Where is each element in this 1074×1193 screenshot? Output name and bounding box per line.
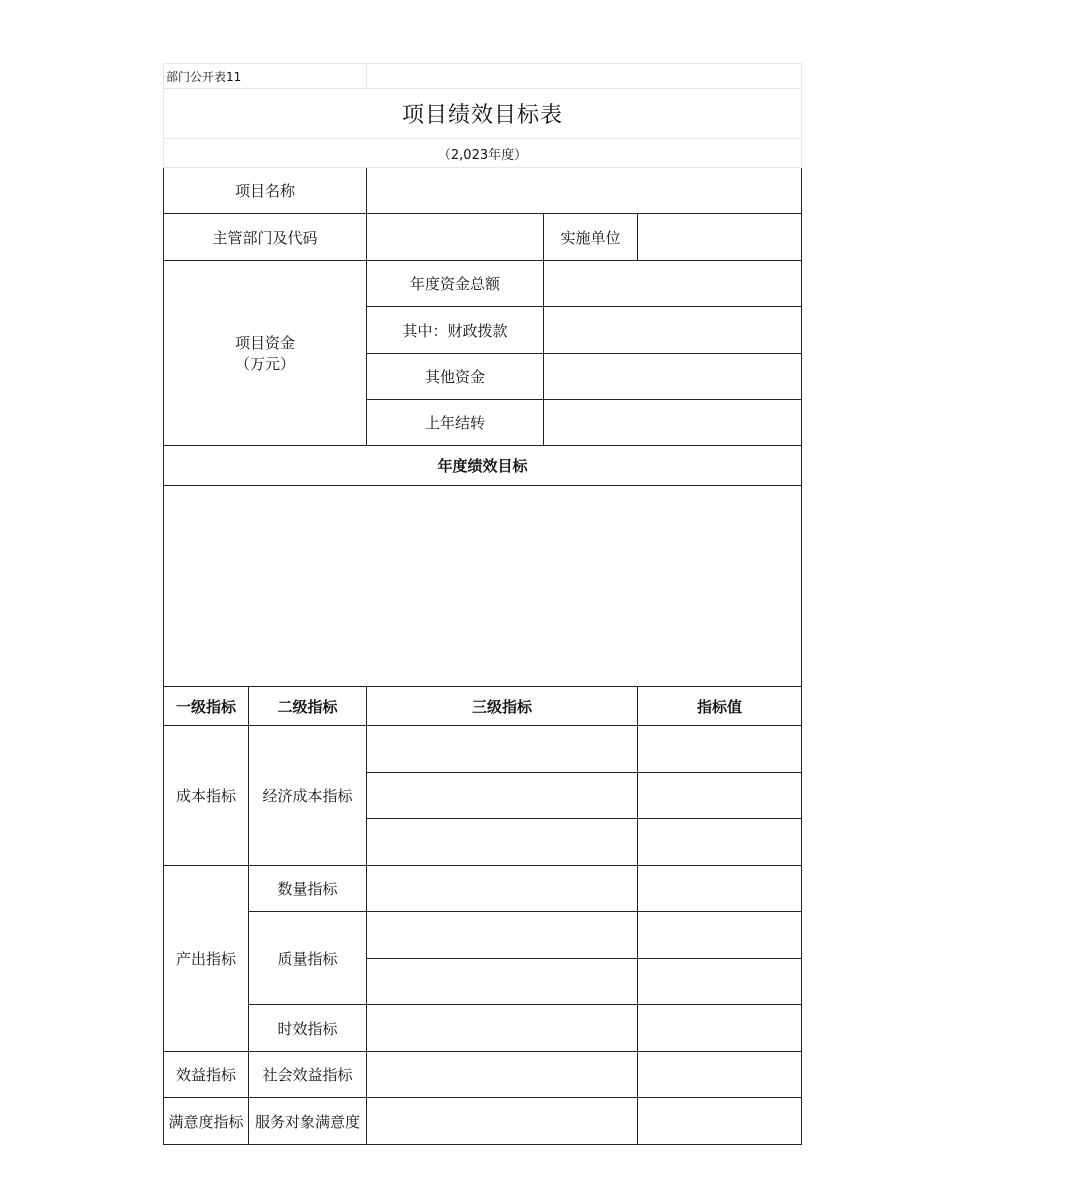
satisfaction-indicator: 满意度指标 xyxy=(164,1098,249,1145)
value-cell[interactable] xyxy=(638,819,802,866)
timeliness-indicator: 时效指标 xyxy=(249,1005,367,1052)
funds-label-line1: 项目资金 xyxy=(234,334,295,352)
value-cell[interactable] xyxy=(638,1052,802,1098)
annual-total-value[interactable] xyxy=(544,261,802,307)
funds-label-line2: （万元） xyxy=(234,355,295,373)
cost-indicator: 成本指标 xyxy=(164,726,249,866)
level3-cell[interactable] xyxy=(367,1098,638,1145)
carryover-value[interactable] xyxy=(544,400,802,446)
level3-cell[interactable] xyxy=(367,726,638,773)
level3-cell[interactable] xyxy=(367,912,638,959)
value-cell[interactable] xyxy=(638,1098,802,1145)
other-funds-label: 其他资金 xyxy=(367,354,544,400)
impl-unit-label: 实施单位 xyxy=(544,214,638,261)
impl-unit-value[interactable] xyxy=(638,214,802,261)
form-code: 部门公开表11 xyxy=(164,64,367,89)
level3-header: 三级指标 xyxy=(367,687,638,726)
value-cell[interactable] xyxy=(638,866,802,912)
level3-cell[interactable] xyxy=(367,959,638,1005)
performance-target-sheet xyxy=(163,63,801,1145)
annual-total-label: 年度资金总额 xyxy=(367,261,544,307)
benefit-indicator: 效益指标 xyxy=(164,1052,249,1098)
level3-cell[interactable] xyxy=(367,773,638,819)
dept-value[interactable] xyxy=(367,214,544,261)
output-indicator: 产出指标 xyxy=(164,866,249,1052)
social-benefit-indicator: 社会效益指标 xyxy=(249,1052,367,1098)
performance-table xyxy=(163,63,802,1145)
annual-goal-heading: 年度绩效目标 xyxy=(164,446,802,486)
quality-indicator: 质量指标 xyxy=(249,912,367,1005)
level3-cell[interactable] xyxy=(367,866,638,912)
value-cell[interactable] xyxy=(638,773,802,819)
quantity-indicator: 数量指标 xyxy=(249,866,367,912)
service-satisfaction-indicator: 服务对象满意度 xyxy=(249,1098,367,1145)
value-cell[interactable] xyxy=(638,959,802,1005)
blank-cell xyxy=(367,64,802,89)
level3-cell[interactable] xyxy=(367,1052,638,1098)
page-title: 项目绩效目标表 xyxy=(164,89,802,139)
fiscal-value[interactable] xyxy=(544,307,802,354)
fiscal-label: 其中：财政拨款 xyxy=(367,307,544,354)
economic-cost-indicator: 经济成本指标 xyxy=(249,726,367,866)
level3-cell[interactable] xyxy=(367,1005,638,1052)
value-cell[interactable] xyxy=(638,1005,802,1052)
carryover-label: 上年结转 xyxy=(367,400,544,446)
value-cell[interactable] xyxy=(638,912,802,959)
other-funds-value[interactable] xyxy=(544,354,802,400)
project-name-value[interactable] xyxy=(367,168,802,214)
fiscal-year: （2,023年度） xyxy=(164,139,802,168)
value-cell[interactable] xyxy=(638,726,802,773)
dept-label: 主管部门及代码 xyxy=(164,214,367,261)
level2-header: 二级指标 xyxy=(249,687,367,726)
value-header: 指标值 xyxy=(638,687,802,726)
annual-goal-content[interactable] xyxy=(164,486,802,687)
level3-cell[interactable] xyxy=(367,819,638,866)
project-name-label: 项目名称 xyxy=(164,168,367,214)
funds-label xyxy=(164,261,367,446)
level1-header: 一级指标 xyxy=(164,687,249,726)
